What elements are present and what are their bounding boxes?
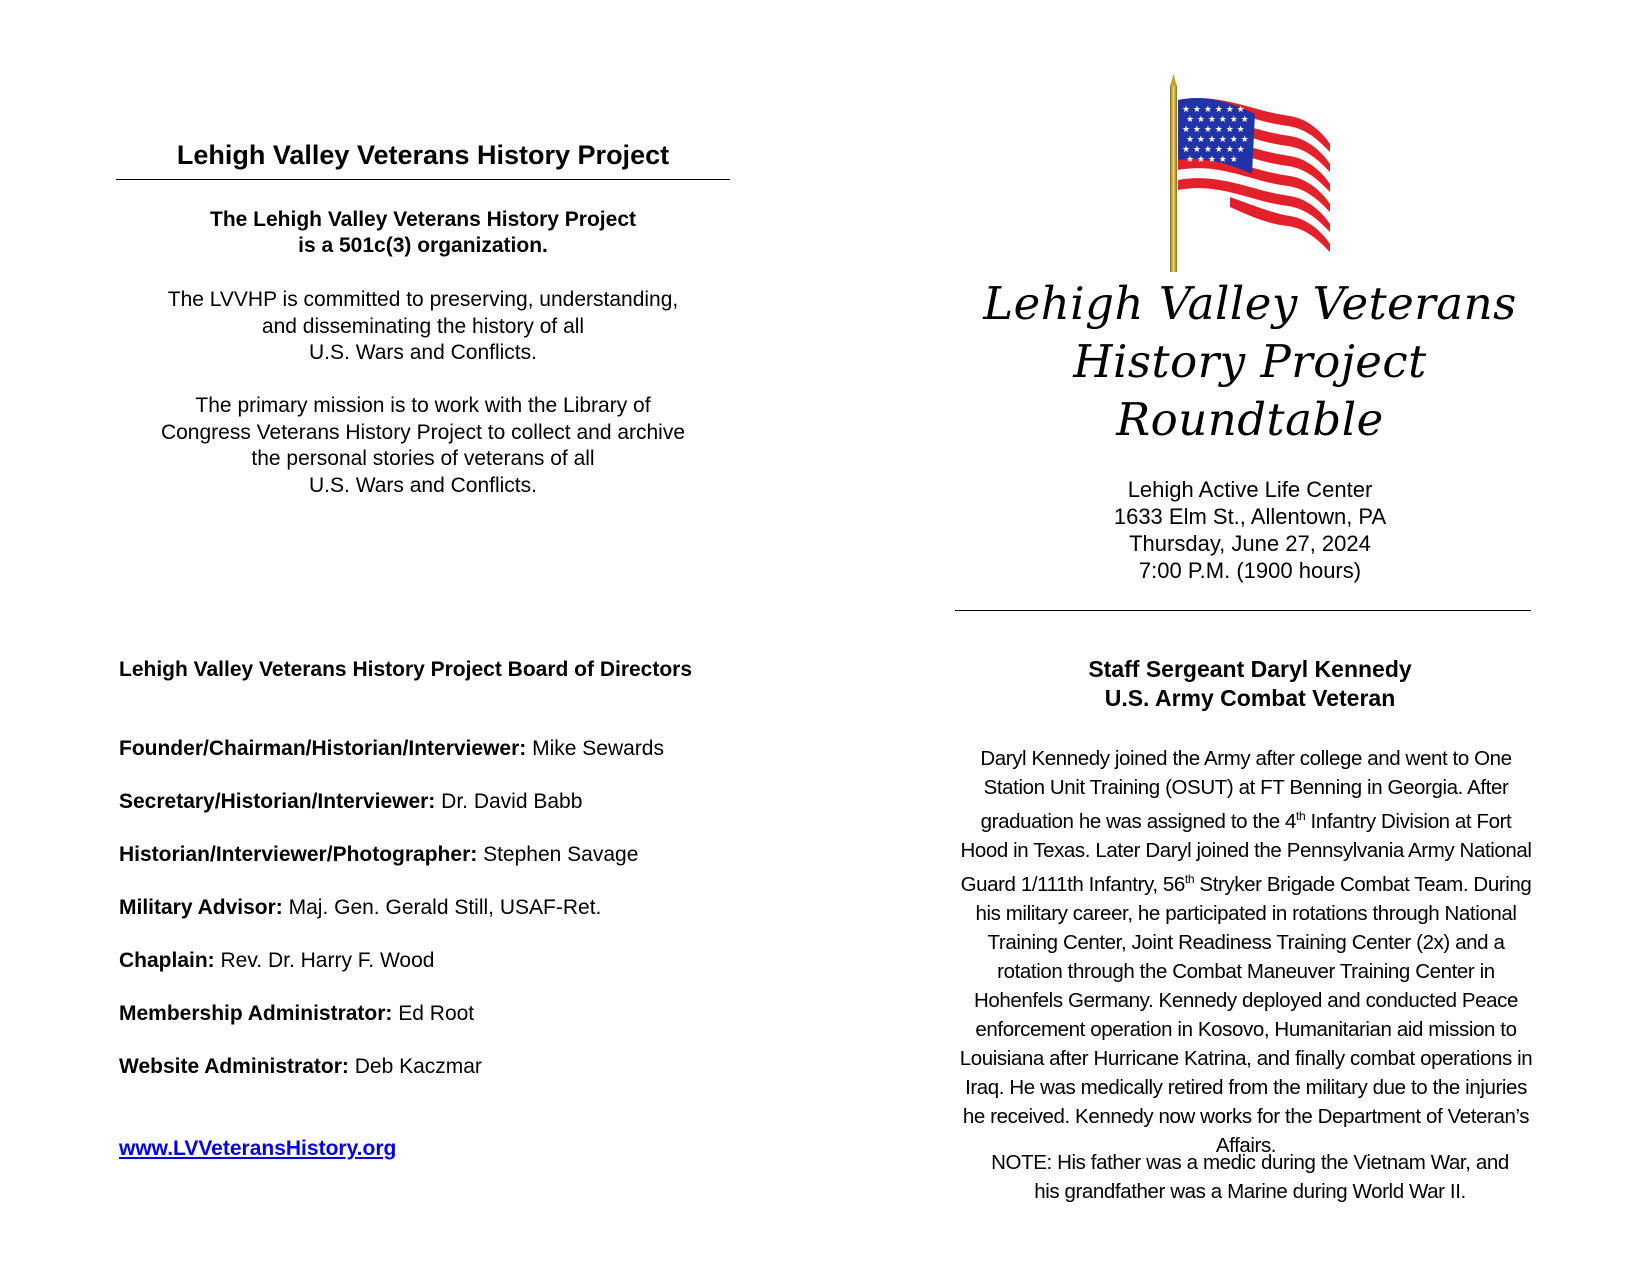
svg-text:★ ★ ★ ★ ★ ★: ★ ★ ★ ★ ★ ★ xyxy=(1186,135,1249,145)
board-name: Stephen Savage xyxy=(483,843,639,866)
event-title-line: Lehigh Valley Veterans xyxy=(983,277,1517,330)
board-member-advisor xyxy=(119,896,601,920)
speaker-title: U.S. Army Combat Veteran xyxy=(1104,685,1396,711)
event-divider xyxy=(955,610,1531,611)
board-heading: Lehigh Valley Veterans History Project Board of Directors xyxy=(119,658,693,681)
website-link[interactable]: www.LVVeteransHistory.org xyxy=(119,1137,397,1160)
speaker-heading xyxy=(935,655,1565,713)
commitment-line: U.S. Wars and Conflicts. xyxy=(309,341,537,364)
board-name: Ed Root xyxy=(398,1002,475,1025)
svg-text:★ ★ ★ ★ ★ ★: ★ ★ ★ ★ ★ ★ xyxy=(1182,105,1245,115)
svg-text:★ ★ ★ ★ ★ ★: ★ ★ ★ ★ ★ ★ xyxy=(1182,125,1245,135)
svg-text:★ ★ ★ ★ ★ ★: ★ ★ ★ ★ ★ ★ xyxy=(1186,115,1249,125)
mission-line: U.S. Wars and Conflicts. xyxy=(309,473,537,497)
board-member-historian xyxy=(119,843,638,867)
speaker-note xyxy=(935,1148,1565,1206)
commitment-line: The LVVHP is committed to preserving, understanding, xyxy=(167,288,679,311)
event-time: 7:00 P.M. (1900 hours) xyxy=(1138,558,1362,583)
bio-text: Stryker Brigade Combat Team. During his military career, he participated in rotations through National Training Center, Joint Readiness Training Center (2x) and a rotation through the Combat Maneuver Training Center in Hohenfels Germany. Kennedy deployed and conducted Peace enforcement operation in Kosovo, Humanitarian aid mission to Louisiana after Hurricane Katrina, and finally combat operations in Iraq. He was medically retired from the military due to the injuries he received. Kennedy now works for the Department of Veteran’s Affairs. xyxy=(959,872,1533,1157)
svg-text:★ ★ ★ ★ ★: ★ ★ ★ ★ ★ xyxy=(1186,155,1238,165)
mission-text xyxy=(116,393,730,499)
board-name: Rev. Dr. Harry F. Wood xyxy=(220,949,435,972)
board-role: Website Administrator: xyxy=(119,1055,349,1078)
page-title: Lehigh Valley Veterans History Project xyxy=(176,140,670,170)
org-status-line: The Lehigh Valley Veterans History Project xyxy=(210,208,636,231)
commitment-text xyxy=(116,287,730,367)
board-name: Dr. David Babb xyxy=(441,790,583,813)
event-title-line: Roundtable xyxy=(1116,393,1384,446)
mission-line: The primary mission is to work with the Library of xyxy=(195,394,651,417)
bio-text: Daryl Kennedy joined the Army after college and went to One Station Unit Training (OSUT) at FT Benning in Georgia. After graduation he was assigned to the 4 xyxy=(980,747,1512,833)
board-member-founder xyxy=(119,737,664,761)
venue-name: Lehigh Active Life Center xyxy=(1127,477,1373,502)
bio-text: Infantry Division at Fort Hood in Texas. Later Daryl joined the Pennsylvania Army National Guard 1/111th Infantry, 56 xyxy=(960,809,1532,896)
board-role: Military Advisor: xyxy=(119,896,283,919)
speaker-bio xyxy=(956,744,1536,1160)
board-member-chaplain xyxy=(119,949,434,973)
board-member-website xyxy=(119,1055,482,1079)
svg-text:★ ★ ★ ★ ★ ★: ★ ★ ★ ★ ★ ★ xyxy=(1182,145,1245,155)
org-status-text xyxy=(116,207,730,259)
event-date: Thursday, June 27, 2024 xyxy=(1129,531,1371,556)
board-member-membership xyxy=(119,1002,474,1026)
note-line: his grandfather was a Marine during World War II. xyxy=(1034,1180,1466,1203)
board-member-secretary xyxy=(119,790,582,814)
note-line: NOTE: His father was a medic during the Vietnam War, and xyxy=(991,1151,1509,1174)
event-details xyxy=(935,476,1565,584)
mission-line: Congress Veterans History Project to collect and archive xyxy=(160,420,686,444)
board-role: Founder/Chairman/Historian/Interviewer: xyxy=(119,737,527,760)
commitment-line: and disseminating the history of all xyxy=(261,314,585,338)
bio-superscript: th xyxy=(1296,809,1306,823)
speaker-name: Staff Sergeant Daryl Kennedy xyxy=(1088,656,1412,682)
event-title xyxy=(935,275,1565,449)
org-status-line: is a 501c(3) organization. xyxy=(298,234,548,257)
american-flag-icon xyxy=(1160,74,1340,274)
event-title-line: History Project xyxy=(1073,335,1427,388)
board-role: Secretary/Historian/Interviewer: xyxy=(119,790,436,813)
board-role: Membership Administrator: xyxy=(119,1002,393,1025)
title-divider xyxy=(116,179,730,180)
board-name: Mike Sewards xyxy=(532,737,664,760)
board-role: Historian/Interviewer/Photographer: xyxy=(119,843,478,866)
venue-address: 1633 Elm St., Allentown, PA xyxy=(1113,504,1387,529)
mission-line: the personal stories of veterans of all xyxy=(251,447,595,470)
board-name: Deb Kaczmar xyxy=(354,1055,482,1078)
board-role: Chaplain: xyxy=(119,949,215,972)
bio-superscript: th xyxy=(1184,871,1195,886)
board-name: Maj. Gen. Gerald Still, USAF-Ret. xyxy=(288,896,602,919)
